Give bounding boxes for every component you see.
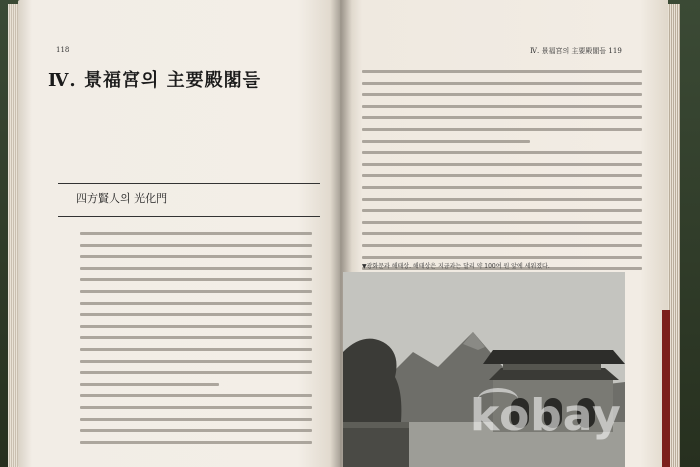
text-line (362, 232, 642, 235)
text-line (80, 441, 312, 444)
section-rule-bottom (58, 216, 320, 217)
text-line (362, 244, 642, 247)
right-running-head: Ⅳ. 景福宮의 主要殿閣들 119 (530, 47, 622, 55)
text-line (80, 383, 219, 386)
text-line (80, 325, 312, 328)
text-line (80, 406, 312, 409)
left-body-text (80, 232, 312, 452)
kobay-watermark: kobay (470, 390, 622, 441)
text-line (80, 290, 312, 293)
text-line (80, 418, 312, 421)
text-line (362, 174, 642, 177)
text-line (362, 151, 642, 154)
text-line (80, 394, 312, 397)
section-title: 四方賢人의 光化門 (76, 192, 168, 205)
text-line (362, 140, 530, 143)
text-line (362, 93, 642, 96)
text-line (362, 209, 642, 212)
text-line (80, 371, 312, 374)
text-line (362, 70, 642, 73)
left-folio: 118 (56, 46, 70, 54)
text-line (80, 255, 312, 258)
chapter-title: Ⅳ. 景福宮의 主要殿閣들 (48, 70, 262, 91)
section-rule-top (58, 183, 320, 184)
text-line (362, 163, 642, 166)
photo-caption: ▼광화문과 해태상. 해태상은 지금과는 달리 약 100여 원 앞에 세워졌다. (362, 263, 550, 270)
text-line (362, 256, 642, 259)
text-line (80, 429, 312, 432)
text-line (362, 186, 642, 189)
text-line (362, 128, 642, 131)
text-line (362, 105, 642, 108)
text-line (80, 360, 312, 363)
left-page (18, 0, 340, 467)
text-line (80, 336, 312, 339)
book-cover-edge (662, 310, 670, 467)
right-body-text (362, 70, 642, 279)
text-line (80, 313, 312, 316)
text-line (80, 267, 312, 270)
text-line (80, 348, 312, 351)
text-line (80, 302, 312, 305)
text-line (80, 232, 312, 235)
text-line (362, 116, 642, 119)
text-line (362, 82, 642, 85)
text-line (80, 244, 312, 247)
text-line (362, 221, 642, 224)
text-line (362, 198, 642, 201)
text-line (80, 278, 312, 281)
